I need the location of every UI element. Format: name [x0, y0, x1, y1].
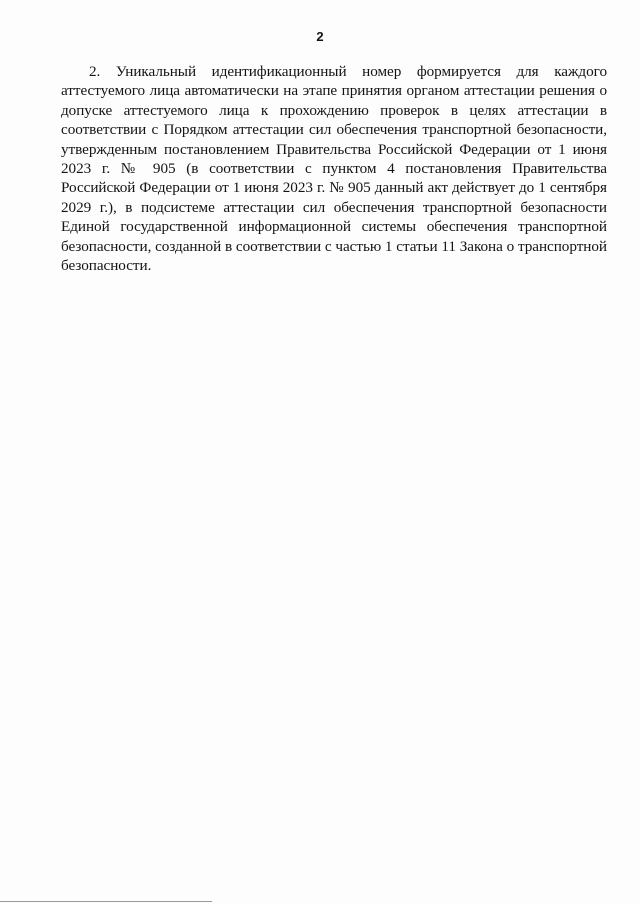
page-number: 2: [316, 29, 324, 44]
footer-rule: [0, 901, 212, 902]
body-paragraph: 2. Уникальный идентификационный номер формируется для каждого аттестуемого лица автоматически на этапе принятия органом аттестации решения о допуске аттестуемого лица к прохождению проверок в целях аттестации в соответствии с Порядком аттестации сил обеспечения транспортной безопасности, утвержденным постановлением Правительства Российской Федерации от 1 июня 2023 г. № 905 (в соответствии с пунктом 4 постановления Правительства Российской Федерации от 1 июня 2023 г. № 905 данный акт действует до 1 сентября 2029 г.), в подсистеме аттестации сил обеспечения транспортной безопасности Единой государственной информационной системы обеспечения транспортной безопасности, созданной в соответствии с частью 1 статьи 11 Закона о транспортной безопасности.: [61, 63, 607, 275]
